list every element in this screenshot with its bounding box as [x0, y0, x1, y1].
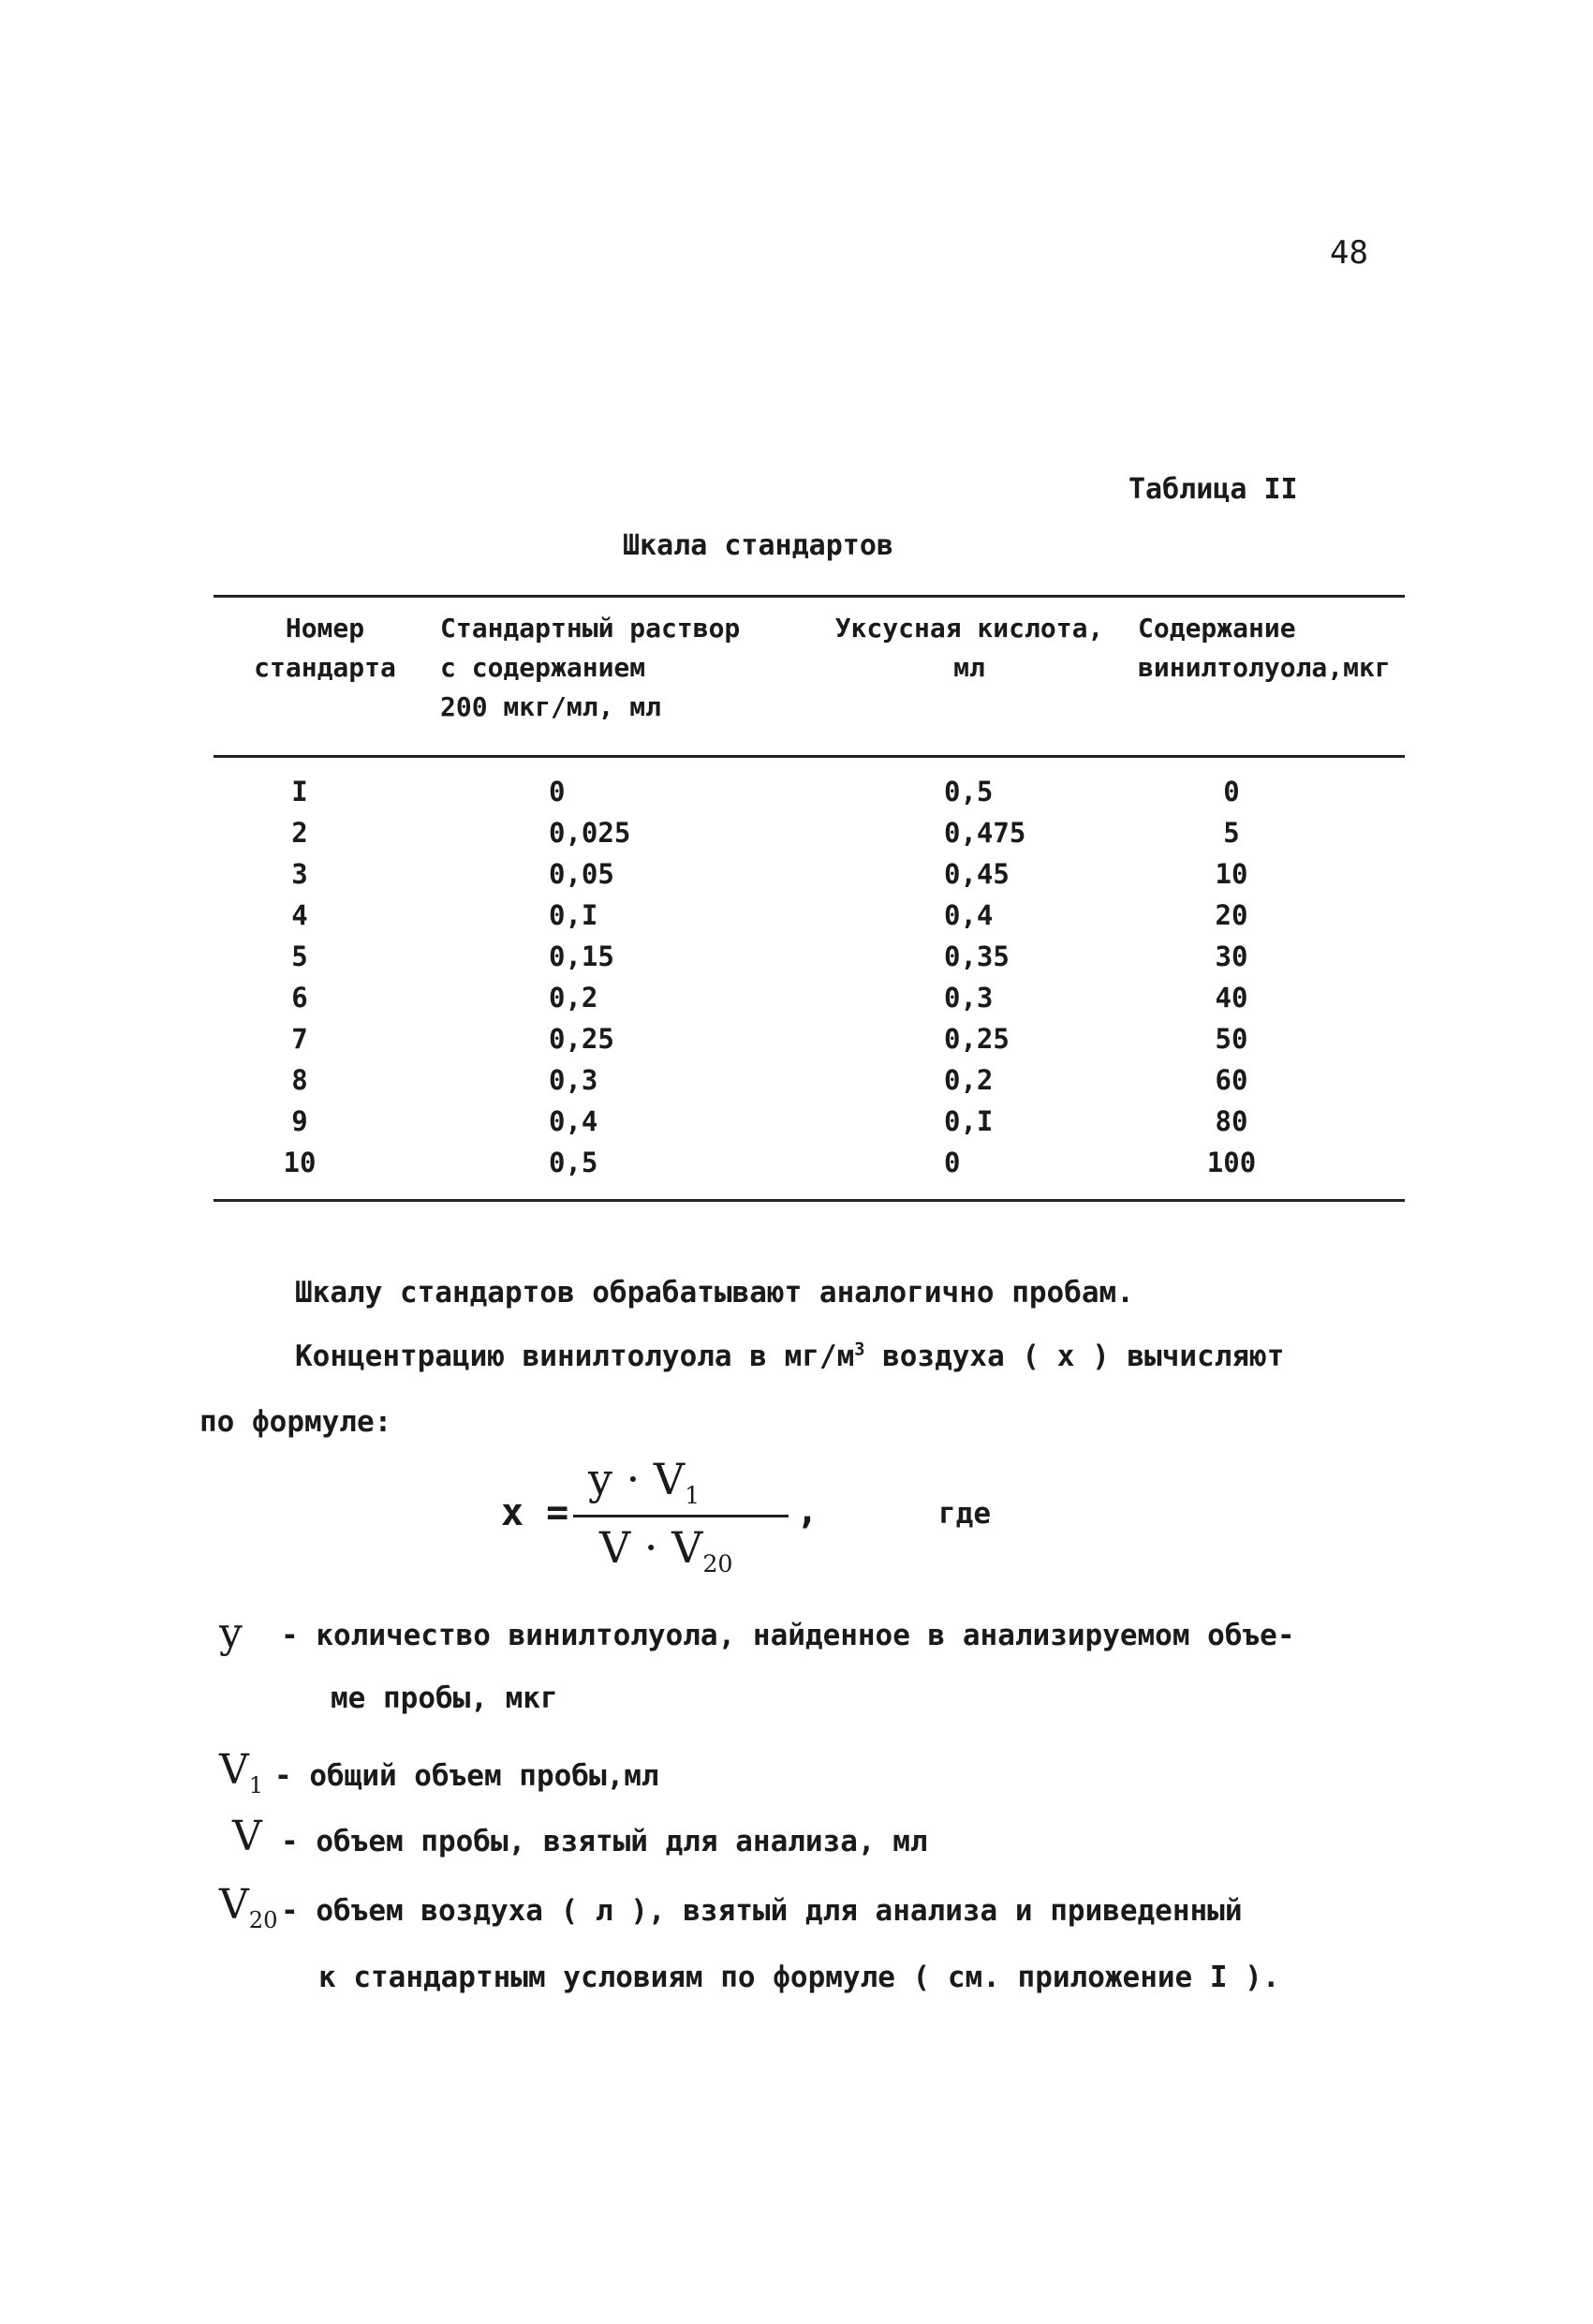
table-row — [0, 982, 1593, 1023]
concentration-text-a: Концентрацию винилтолуола в мг/м — [295, 1340, 855, 1373]
table-cell: 40 — [1215, 982, 1248, 1014]
table-cell: 60 — [1215, 1064, 1248, 1096]
definition-v: - объем пробы, взятый для анализа, мл — [281, 1825, 928, 1858]
table-header-rule — [214, 755, 1405, 758]
column-header-content: Содержание винилтолуола,мкг — [1138, 613, 1391, 683]
page-number: 48 — [1330, 234, 1368, 272]
table-cell: 50 — [1215, 1023, 1248, 1055]
table-cell: 2 — [291, 817, 308, 849]
table-cell: 0,3 — [549, 1064, 598, 1096]
column-header-acetic-acid: Уксусная кислота, мл — [834, 613, 1104, 683]
symbol-y: y — [219, 1609, 243, 1657]
table-row — [0, 776, 1593, 817]
table-cell: I — [291, 776, 308, 807]
symbol-v1-subscript: 1 — [248, 1771, 264, 1799]
definition-v20-continued: к стандартным условиям по формуле ( см. приложение I ). — [318, 1961, 1280, 1994]
formula-lhs: x = — [501, 1491, 569, 1534]
concentration-text-b: воздуха ( x ) вычисляют — [864, 1340, 1285, 1373]
symbol-v20-letter: V — [219, 1881, 249, 1929]
table-cell: 100 — [1206, 1147, 1257, 1178]
table-cell: 0,45 — [944, 858, 1010, 890]
table-label: Таблица II — [1128, 473, 1298, 506]
table-row — [0, 817, 1593, 858]
table-cell: 3 — [291, 858, 308, 890]
table-cell: 0,25 — [944, 1023, 1010, 1055]
table-cell: 0,5 — [944, 776, 994, 807]
table-cell: 0,4 — [944, 899, 994, 931]
table-row — [0, 858, 1593, 899]
numerator-subscript: 1 — [685, 1482, 701, 1510]
table-cell: 10 — [1215, 858, 1248, 890]
table-cell: 0 — [549, 776, 566, 807]
table-title: Шкала стандартов — [623, 529, 893, 562]
table-row — [0, 1023, 1593, 1064]
column-header-number: Номер стандарта — [254, 613, 396, 683]
table-cell: 9 — [291, 1105, 308, 1137]
table-row — [0, 899, 1593, 940]
definition-v20: - объем воздуха ( л ), взятый для анализа и приведенный — [281, 1894, 1243, 1928]
table-cell: 0,I — [549, 899, 598, 931]
table-cell: 5 — [1223, 817, 1240, 849]
symbol-v20 — [219, 1881, 278, 1933]
table-cell: 0,3 — [944, 982, 994, 1014]
table-cell: 0,2 — [944, 1064, 994, 1096]
table-cell: 0,I — [944, 1105, 994, 1137]
table-cell: 0,35 — [944, 940, 1010, 972]
formula-comma: , — [796, 1489, 819, 1532]
definition-y: - количество винилтолуола, найденное в анализируемом объе- — [281, 1619, 1295, 1652]
table-cell: 0 — [1223, 776, 1240, 807]
table-cell: 30 — [1215, 940, 1248, 972]
table-cell: 0,25 — [549, 1023, 614, 1055]
table-row — [0, 1147, 1593, 1188]
numerator-text: y · V — [588, 1454, 686, 1504]
paragraph-concentration — [295, 1340, 1284, 1373]
fraction-bar — [573, 1515, 789, 1517]
table-cell: 0,05 — [549, 858, 614, 890]
table-top-rule — [214, 595, 1405, 598]
column-header-standard-solution: Стандартный раствор с содержанием 200 мкг/мл, мл — [440, 613, 741, 722]
denominator-subscript: 20 — [702, 1550, 733, 1578]
formula-where: где — [938, 1497, 991, 1531]
table-cell: 8 — [291, 1064, 308, 1096]
definition-v1: - общий объем пробы,мл — [274, 1759, 659, 1793]
table-cell: 0,4 — [549, 1105, 598, 1137]
table-bottom-rule — [214, 1199, 1405, 1202]
paragraph-by-formula: по формуле: — [199, 1405, 392, 1439]
symbol-v20-subscript: 20 — [248, 1906, 278, 1933]
definition-y-continued: ме пробы, мкг — [331, 1681, 558, 1715]
table-cell: 0,475 — [944, 817, 1026, 849]
table-cell: 6 — [291, 982, 308, 1014]
table-cell: 0,5 — [549, 1147, 598, 1178]
table-cell: 7 — [291, 1023, 308, 1055]
table-cell: 0,15 — [549, 940, 614, 972]
table-cell: 0,2 — [549, 982, 598, 1014]
formula-numerator — [588, 1454, 700, 1509]
paragraph-standards-processing: Шкалу стандартов обрабатывают аналогично пробам. — [295, 1276, 1134, 1310]
table-cell: 80 — [1215, 1105, 1248, 1137]
table-cell: 4 — [291, 899, 308, 931]
table-cell: 5 — [291, 940, 308, 972]
denominator-text: V · V — [599, 1522, 703, 1573]
concentration-unit-exponent: 3 — [854, 1340, 865, 1360]
formula-denominator — [599, 1522, 733, 1577]
table-cell: 20 — [1215, 899, 1248, 931]
table-row — [0, 1105, 1593, 1147]
symbol-v1 — [219, 1746, 263, 1799]
table-cell: 0,025 — [549, 817, 631, 849]
symbol-v: V — [232, 1813, 262, 1860]
table-cell: 10 — [283, 1147, 317, 1178]
table-row — [0, 1064, 1593, 1105]
table-cell: 0 — [944, 1147, 961, 1178]
table-row — [0, 940, 1593, 982]
symbol-v1-letter: V — [219, 1746, 249, 1794]
